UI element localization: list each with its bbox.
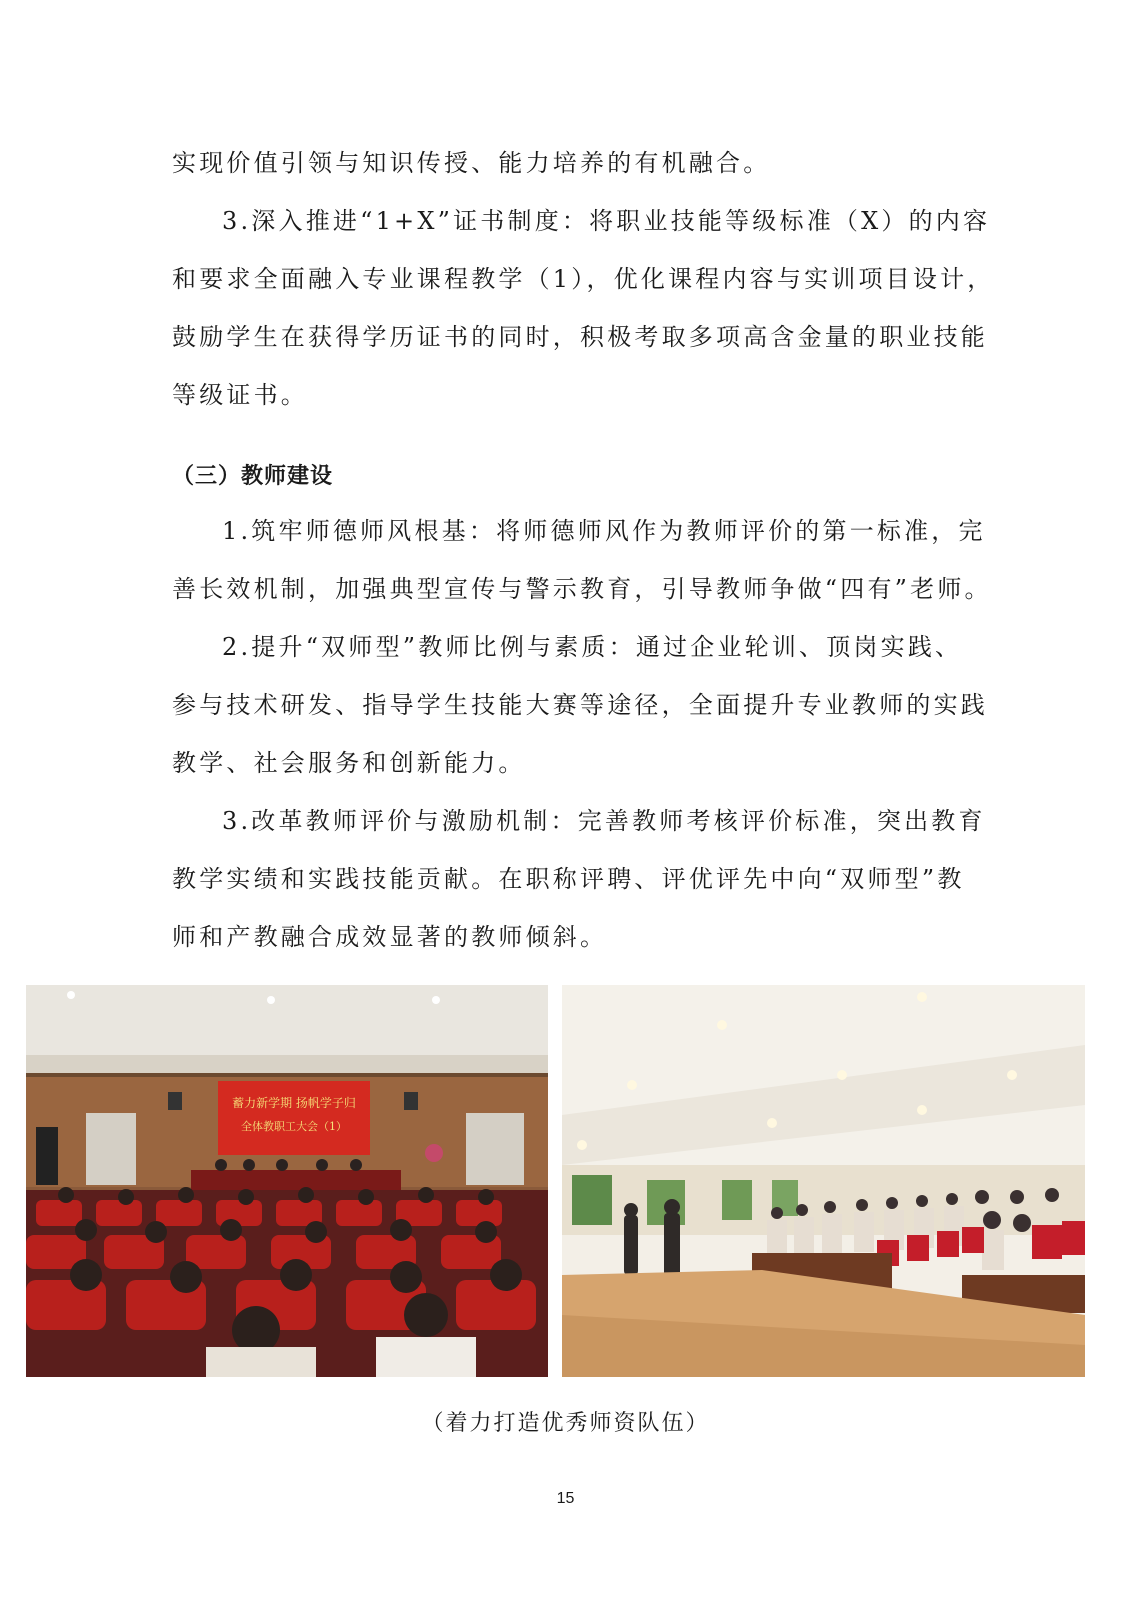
banner-title-line2: 全体教职工大会（1） [241, 1120, 347, 1133]
paragraph-line: 2.提升“双师型”教师比例与素质：通过企业轮训、顶岗实践、 [222, 633, 963, 661]
paragraph-line: 善长效机制，加强典型宣传与警示教育，引导教师争做“四有”老师。 [172, 575, 992, 603]
staff-meeting-photo [26, 985, 548, 1377]
teachers-oath-photo [562, 985, 1085, 1377]
paragraph-line: 等级证书。 [172, 381, 308, 409]
section-heading: （三）教师建设 [172, 464, 334, 489]
paragraph-line: 参与技术研发、指导学生技能大赛等途径，全面提升专业教师的实践 [172, 691, 988, 719]
page-number: 15 [556, 1490, 575, 1507]
paragraph-line: 3.改革教师评价与激励机制：完善教师考核评价标准，突出教育 [222, 807, 986, 835]
paragraph-line: 教学实绩和实践技能贡献。在职称评聘、评优评先中向“双师型”教 [172, 865, 965, 893]
paragraph-line: 实现价值引领与知识传授、能力培养的有机融合。 [172, 149, 771, 177]
paragraph-line: 和要求全面融入专业课程教学（1），优化课程内容与实训项目设计， [172, 265, 995, 293]
paragraph-line: 师和产教融合成效显著的教师倾斜。 [172, 923, 608, 951]
paragraph-line: 鼓励学生在获得学历证书的同时，积极考取多项高含金量的职业技能 [172, 323, 988, 351]
paragraph-line: 教学、社会服务和创新能力。 [172, 749, 526, 777]
paragraph-line: 3.深入推进“1+X”证书制度：将职业技能等级标准（X）的内容 [222, 207, 991, 235]
paragraph-line: 1.筑牢师德师风根基：将师德师风作为教师评价的第一标准，完 [222, 517, 986, 545]
photo-caption: （着力打造优秀师资队伍） [421, 1411, 710, 1436]
banner-title-line1: 蓄力新学期 扬帆学子归 [232, 1096, 356, 1110]
